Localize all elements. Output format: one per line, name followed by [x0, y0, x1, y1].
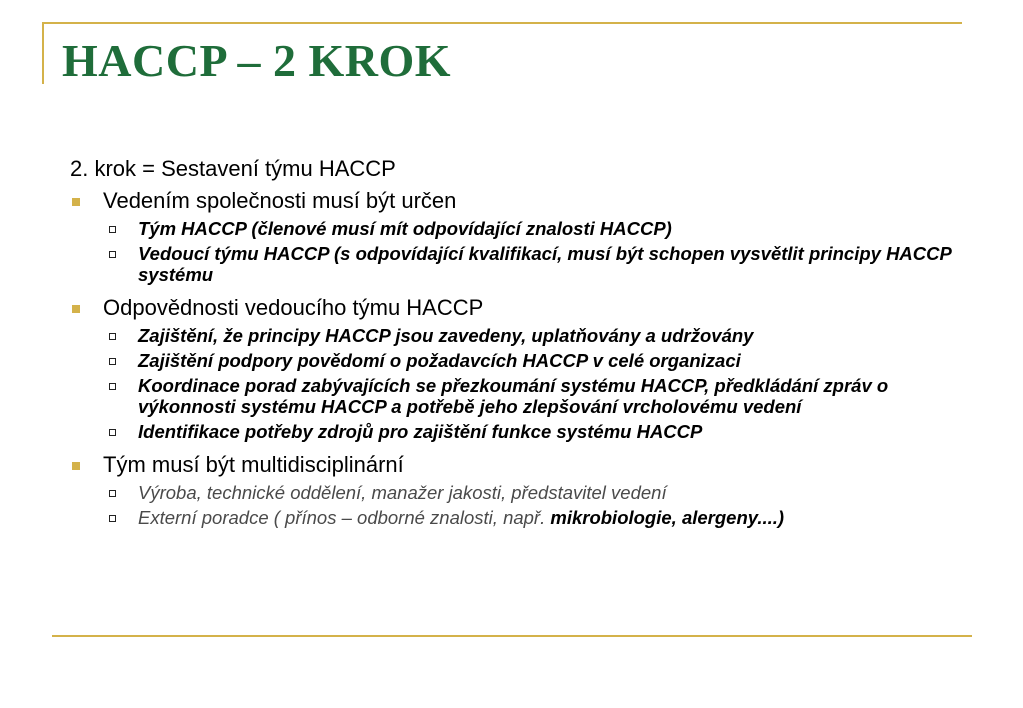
sub-bullet — [70, 421, 980, 442]
hollow-square-bullet-icon — [109, 251, 116, 258]
sub-bullet-text: Identifikace potřeby zdrojů pro zajištění funkce systému HACCP — [138, 421, 703, 442]
square-bullet-icon — [72, 198, 80, 206]
sub-bullet — [70, 243, 980, 285]
section-3-label: Tým musí být multidisciplinární — [103, 452, 404, 477]
hollow-square-bullet-icon — [109, 358, 116, 365]
bullet-section-1 — [70, 188, 980, 214]
sub-bullet — [70, 350, 980, 371]
sub-bullet-text: Výroba, technické oddělení, manažer jakosti, představitel vedení — [138, 482, 667, 503]
section-1-label: Vedením společnosti musí být určen — [103, 188, 457, 213]
hollow-square-bullet-icon — [109, 226, 116, 233]
sub-bullet — [70, 375, 980, 417]
section-2-label: Odpovědnosti vedoucího týmu HACCP — [103, 295, 484, 320]
hollow-square-bullet-icon — [109, 333, 116, 340]
left-frame-line — [42, 22, 44, 84]
sub-bullet — [70, 325, 980, 346]
intro-text: 2. krok = Sestavení týmu HACCP — [70, 156, 396, 181]
hollow-square-bullet-icon — [109, 515, 116, 522]
sub-bullet-text-lead: Externí poradce ( přínos – odborné znalosti, např. — [138, 507, 551, 528]
hollow-square-bullet-icon — [109, 383, 116, 390]
sub-bullet-text: Vedoucí týmu HACCP (s odpovídající kvalifikací, musí být schopen vysvětlit principy HACCP systému — [138, 243, 952, 285]
sub-bullet-text: Koordinace porad zabývajících se přezkoumání systému HACCP, předkládání zpráv o výkonnosti systému HACCP a potřebě jeho zlepšování vrcholovému vedení — [138, 375, 889, 417]
hollow-square-bullet-icon — [109, 490, 116, 497]
slide-content — [70, 156, 980, 528]
bottom-frame-line — [52, 635, 972, 637]
square-bullet-icon — [72, 305, 80, 313]
sub-bullet-text: Zajištění podpory povědomí o požadavcích HACCP v celé organizaci — [138, 350, 741, 371]
sub-bullet — [70, 218, 980, 239]
sub-bullet — [70, 507, 980, 528]
sub-bullet-text: Zajištění, že principy HACCP jsou zavedeny, uplatňovány a udržovány — [138, 325, 754, 346]
sub-bullet-text: Tým HACCP (členové musí mít odpovídající znalosti HACCP) — [138, 218, 672, 239]
top-frame-line — [42, 22, 962, 24]
slide-title: HACCP – 2 KROK — [62, 35, 452, 86]
sub-bullet — [70, 482, 980, 503]
bullet-section-2 — [70, 295, 980, 321]
square-bullet-icon — [72, 462, 80, 470]
bullet-section-3 — [70, 452, 980, 478]
sub-bullet-text-tail: mikrobiologie, alergeny....) — [550, 507, 785, 528]
hollow-square-bullet-icon — [109, 429, 116, 436]
